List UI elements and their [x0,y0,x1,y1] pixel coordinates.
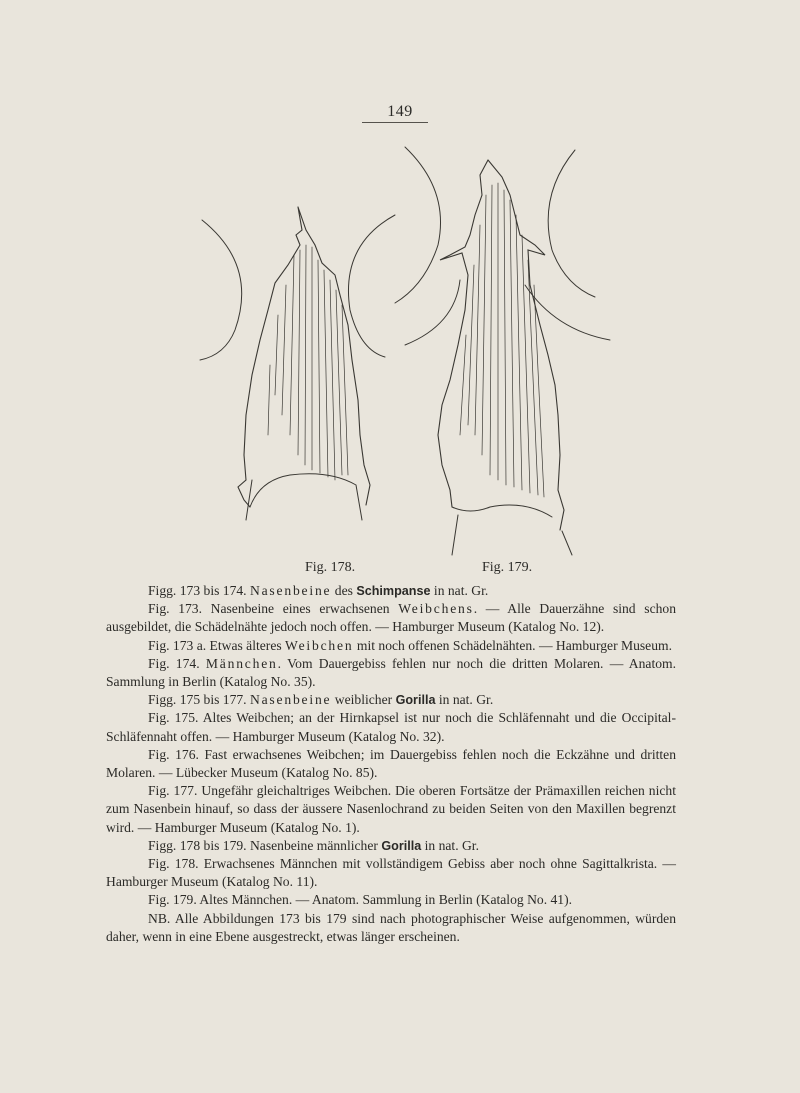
fig179-left-base-line [452,515,458,555]
fig178-maxilla-line [250,474,362,520]
figure-caption [106,582,676,946]
page-number: 149 [387,103,413,120]
fig-179-label: Fig. 179. [482,560,533,575]
fig179-left-lower-arc [405,280,460,345]
fig178-left-base-line [246,480,252,520]
caption-line-fig-173: Fig. 173. Nasenbeine eines erwachsenen Weibchens. — Alle Dauerzähne sind schon ausgebildet, die Schädelnähte jedoch noch offen. — Hamburger Museum (Katalog No. 12). [106,601,676,635]
caption-line-nb: NB. Alle Abbildungen 173 bis 179 sind nach photographischer Weise aufgenommen, würden daher, wenn in eine Ebene ausgestreckt, etwas länger erscheinen. [106,910,676,944]
fig179-left-orbit-arc [395,147,441,303]
caption-line-fig-178: Fig. 178. Erwachsenes Männchen mit vollständigem Gebiss aber noch ohne Sagittalkrista. — Hamburger Museum (Katalog No. 11). [106,856,676,890]
fig178-left-orbit-arc [200,220,242,360]
nasal-bones-illustration [180,135,620,565]
caption-line-fig-179: Fig. 179. Altes Männchen. — Anatom. Sammlung in Berlin (Katalog No. 41). [148,892,573,908]
caption-line-fig-175: Fig. 175. Altes Weibchen; an der Hirnkapsel ist nur noch die Schläfennaht und die Occipital-Schläfennaht offen. — Hamburger Museum (Katalog No. 32). [106,710,676,744]
fig178-nasal-outline [238,207,370,507]
fig179-right-orbit-arc [548,150,595,297]
fig179-hatching [460,183,544,497]
fig178-right-orbit-arc [348,215,395,357]
caption-line-fig-173a: Fig. 173 a. Etwas älteres Weibchen mit noch offenen Schädelnähten. — Hamburger Museum. [148,637,672,653]
fig179-right-lower-arc [525,285,610,340]
page-number-rule [362,122,428,123]
caption-line-figg-175-177: Figg. 175 bis 177. Nasenbeine weiblicher Gorilla in nat. Gr. [148,692,494,708]
fig179-nasal-outline [438,160,564,530]
caption-line-figg-173-174: Figg. 173 bis 174. Nasenbeine des Schimpanse in nat. Gr. [148,583,489,598]
caption-line-fig-176: Fig. 176. Fast erwachsenes Weibchen; im Dauergebiss fehlen noch die Eckzähne und dritten Molaren. — Lübecker Museum (Katalog No. 85). [106,746,676,781]
caption-line-figg-178-179: Figg. 178 bis 179. Nasenbeine männlicher Gorilla in nat. Gr. [148,837,479,853]
caption-line-fig-177: Fig. 177. Ungefähr gleichaltriges Weibchen. Die oberen Fortsätze der Prämaxillen reichen nicht zum Nasenbein hinauf, so dass der äussere Nasenlochrand zu beiden Seiten von den Maxillen begrenzt wird. — Hamburger Museum (Katalog No. 1). [106,783,676,835]
fig-178-label: Fig. 178. [305,560,356,575]
caption-line-fig-174: Fig. 174. Männchen. Vom Dauergebiss fehlen nur noch die dritten Molaren. — Anatom. Sammlung in Berlin (Katalog No. 35). [106,655,676,690]
fig179-right-base-line [562,531,572,555]
fig179-maxilla-line [452,505,552,517]
